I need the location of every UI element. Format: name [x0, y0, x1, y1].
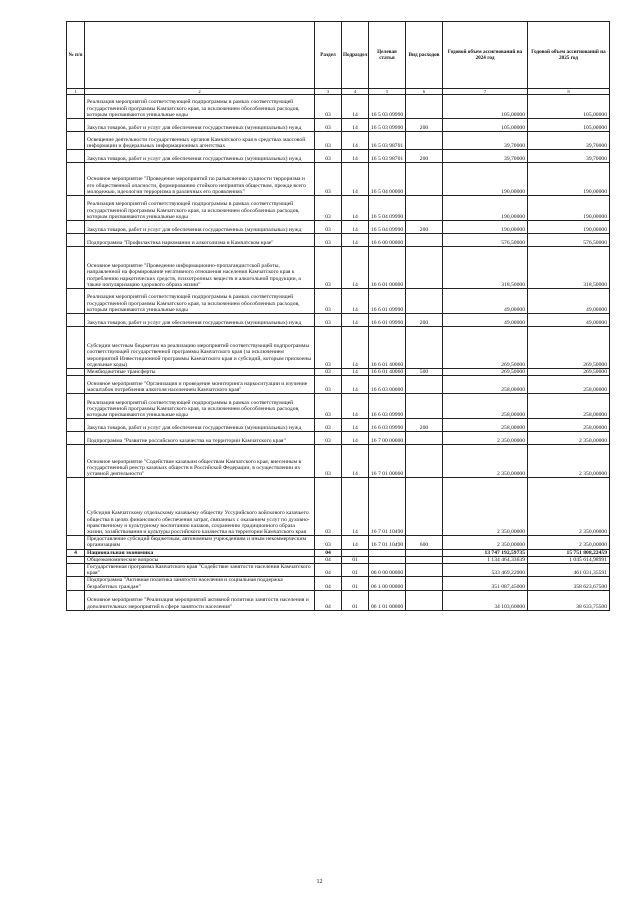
header-section: Раздел	[315, 22, 342, 89]
row-name: Подпрограмма "Профилактика наркомании и алкоголизма в Камчатском крае"	[85, 234, 315, 247]
row-name: Субсидия Камчатскому отдельскому казачьему обществу Уссурийского войскового казачьего общества в целях финансового обеспечения затрат, связанных с оказанием услуг по духовно-нравственному и культурному воспитанию казаков, сохранению традиционного образа жизни, хозяйствования и культуры российского казачества на территории Камчатского края	[85, 478, 315, 536]
row-section: 03	[315, 419, 342, 432]
row-expense-type	[406, 376, 443, 394]
row-amount-2024: 49,00000	[443, 289, 528, 314]
row-section: 03	[315, 445, 342, 478]
row-subsection: 14	[342, 445, 369, 478]
table-row	[67, 150, 610, 163]
row-target-article: 16 7 00 00000	[369, 432, 406, 445]
row-amount-2024: 39,70000	[443, 150, 528, 163]
row-section: 03	[315, 196, 342, 221]
row-amount-2025: 105,00000	[528, 119, 610, 132]
header-2024: Годовой объем ассигнований на 2024 год	[443, 22, 528, 89]
row-amount-2025: 190,00000	[528, 221, 610, 234]
row-amount-2025: 2 350,00000	[528, 478, 610, 536]
row-subsection: 14	[342, 163, 369, 196]
row-subsection: 14	[342, 132, 369, 150]
row-subsection: 14	[342, 221, 369, 234]
row-amount-2025: 190,00000	[528, 196, 610, 221]
row-number	[67, 590, 85, 610]
row-subsection: 14	[342, 432, 369, 445]
row-target-article: 16 6 03 09990	[369, 419, 406, 432]
row-name: Общеэкономические вопросы	[85, 556, 315, 563]
row-subsection	[342, 549, 369, 556]
row-number	[67, 432, 85, 445]
table-row	[67, 419, 610, 432]
header-expense: Вид расходов	[406, 22, 443, 89]
row-amount-2025: 269,50000	[528, 327, 610, 369]
row-subsection: 14	[342, 247, 369, 289]
row-section: 04	[315, 564, 342, 577]
row-subsection: 14	[342, 119, 369, 132]
row-target-article: 16 6 01 09990	[369, 289, 406, 314]
table-body	[67, 22, 610, 611]
table-row	[67, 536, 610, 549]
row-amount-2024: 269,50000	[443, 369, 528, 376]
row-expense-type	[406, 95, 443, 119]
row-amount-2024: 351 087,45000	[443, 577, 528, 590]
page-number: 12	[316, 879, 323, 885]
row-amount-2024: 190,00000	[443, 221, 528, 234]
row-amount-2025: 15 751 808,22459	[528, 549, 610, 556]
table-row	[67, 369, 610, 376]
row-section: 04	[315, 577, 342, 590]
col-index: 8	[528, 89, 610, 95]
row-section: 04	[315, 590, 342, 610]
row-expense-type	[406, 478, 443, 536]
budget-table	[66, 21, 610, 611]
row-expense-type: 200	[406, 314, 443, 327]
row-name: Подпрограмма "Активная политика занятости населения и социальная поддержка безработных граждан"	[85, 577, 315, 590]
row-subsection: 14	[342, 536, 369, 549]
row-expense-type: 200	[406, 150, 443, 163]
row-name: Закупка товаров, работ и услуг для обеспечения государственных (муниципальных) нужд	[85, 119, 315, 132]
row-amount-2024: 318,50000	[443, 247, 528, 289]
row-name: Реализация мероприятий соответствующей подпрограммы в рамках соответствующей государственной программы Камчатского края, за исключением обособленных расходов, которым присваиваются уникальные коды	[85, 394, 315, 419]
row-target-article: 16 5 03 09990	[369, 119, 406, 132]
row-section: 03	[315, 478, 342, 536]
header-row	[67, 22, 610, 89]
row-expense-type	[406, 234, 443, 247]
row-amount-2025: 258,00000	[528, 419, 610, 432]
row-section: 03	[315, 536, 342, 549]
row-target-article: 16 6 01 00000	[369, 247, 406, 289]
row-expense-type	[406, 196, 443, 221]
row-subsection: 14	[342, 196, 369, 221]
row-target-article: 16 6 01 09990	[369, 314, 406, 327]
row-number	[67, 478, 85, 536]
row-name: Основное мероприятие "Проведение информационно-пропагандистской работы, направленной на формирование негативного отношения населения Камчатского края к потреблению наркотических средств, психотропных веществ и алкогольной продукции, а также популяризацию здорового образа жизни"	[85, 247, 315, 289]
row-amount-2024: 533 469,22000	[443, 564, 528, 577]
row-expense-type	[406, 556, 443, 563]
row-amount-2025: 2 350,00000	[528, 536, 610, 549]
row-target-article: 16 6 03 00000	[369, 376, 406, 394]
row-amount-2024: 13 747 192,59735	[443, 549, 528, 556]
table-row	[67, 478, 610, 536]
table-row	[67, 196, 610, 221]
row-section: 03	[315, 95, 342, 119]
row-subsection: 14	[342, 369, 369, 376]
row-amount-2024: 49,00000	[443, 314, 528, 327]
row-name: Межбюджетные трансферты	[85, 369, 315, 376]
table-row	[67, 314, 610, 327]
row-name: Основное мероприятие "Организация и проведение мониторинга наркоситуации и изучение масштабов потребления алкоголя населением Камчатского края"	[85, 376, 315, 394]
row-number	[67, 132, 85, 150]
row-number	[67, 163, 85, 196]
table-row	[67, 394, 610, 419]
row-section: 04	[315, 556, 342, 563]
row-amount-2024: 190,00000	[443, 196, 528, 221]
row-amount-2025: 39,70000	[528, 150, 610, 163]
row-name: Освещение деятельности государственных органов Камчатского края в средствах массовой информации и федеральных информационных агентствах	[85, 132, 315, 150]
row-section: 03	[315, 163, 342, 196]
row-target-article: 16 5 03 98701	[369, 150, 406, 163]
row-target-article: 16 5 04 09990	[369, 221, 406, 234]
row-expense-type: 200	[406, 119, 443, 132]
row-subsection: 01	[342, 590, 369, 610]
row-expense-type	[406, 327, 443, 369]
row-subsection: 14	[342, 314, 369, 327]
row-amount-2024: 258,00000	[443, 376, 528, 394]
row-expense-type: 600	[406, 536, 443, 549]
row-name: Подпрограмма "Развитие российского казачества на территории Камчатского края"	[85, 432, 315, 445]
row-subsection: 01	[342, 577, 369, 590]
header-target: Целевая статья	[369, 22, 406, 89]
row-subsection: 01	[342, 556, 369, 563]
row-number	[67, 150, 85, 163]
table-row	[67, 289, 610, 314]
row-amount-2025: 105,00000	[528, 95, 610, 119]
row-name: Национальная экономика	[85, 549, 315, 556]
row-amount-2024: 2 350,00000	[443, 432, 528, 445]
row-expense-type	[406, 247, 443, 289]
row-amount-2024: 2 350,00000	[443, 445, 528, 478]
row-expense-type	[406, 590, 443, 610]
row-name: Закупка товаров, работ и услуг для обеспечения государственных (муниципальных) нужд	[85, 314, 315, 327]
row-name: Закупка товаров, работ и услуг для обеспечения государственных (муниципальных) нужд	[85, 150, 315, 163]
row-amount-2025: 576,50000	[528, 234, 610, 247]
row-number	[67, 577, 85, 590]
row-target-article: 16 7 01 10490	[369, 536, 406, 549]
row-section: 03	[315, 247, 342, 289]
table-row	[67, 221, 610, 234]
row-expense-type	[406, 445, 443, 478]
row-target-article: 16 6 01 40060	[369, 327, 406, 369]
row-number	[67, 394, 85, 419]
row-section: 04	[315, 549, 342, 556]
row-number: 4	[67, 549, 85, 556]
row-amount-2025: 258,00000	[528, 376, 610, 394]
row-amount-2025: 39,70000	[528, 132, 610, 150]
row-target-article: 16 7 01 00000	[369, 445, 406, 478]
row-amount-2025: 49,00000	[528, 289, 610, 314]
row-section: 03	[315, 132, 342, 150]
row-number	[67, 369, 85, 376]
row-name: Основное мероприятие "Проведение мероприятий по разъяснению сущности терроризма и его общественной опасности, формированию стойкого неприятия обществом, прежде всего молодежью, идеологии терроризма в различных его проявлениях"	[85, 163, 315, 196]
table-row	[67, 376, 610, 394]
row-number	[67, 196, 85, 221]
table-row	[67, 590, 610, 610]
row-number	[67, 556, 85, 563]
table-row	[67, 247, 610, 289]
row-amount-2025: 2 350,00000	[528, 445, 610, 478]
row-amount-2024: 105,00000	[443, 95, 528, 119]
row-number	[67, 221, 85, 234]
col-index: 7	[443, 89, 528, 95]
row-number	[67, 419, 85, 432]
row-number	[67, 327, 85, 369]
row-number	[67, 536, 85, 549]
row-target-article	[369, 556, 406, 563]
col-index: 5	[369, 89, 406, 95]
row-expense-type	[406, 549, 443, 556]
row-target-article: 06 0 00 00000	[369, 564, 406, 577]
row-subsection: 14	[342, 394, 369, 419]
row-amount-2024: 1 134 464,33639	[443, 556, 528, 563]
row-amount-2024: 258,00000	[443, 394, 528, 419]
row-amount-2024: 34 103,60000	[443, 590, 528, 610]
row-subsection: 14	[342, 478, 369, 536]
row-name: Реализация мероприятий соответствующей подпрограммы в рамках соответствующей государственной программы Камчатского края, за исключением обособленных расходов, которым присваиваются уникальные коды	[85, 196, 315, 221]
row-number	[67, 95, 85, 119]
row-target-article: 16 5 04 09990	[369, 196, 406, 221]
row-name: Государственная программа Камчатского края "Содействие занятости населения Камчатского края"	[85, 564, 315, 577]
row-expense-type	[406, 394, 443, 419]
row-section: 03	[315, 327, 342, 369]
row-subsection: 14	[342, 419, 369, 432]
row-subsection: 14	[342, 327, 369, 369]
header-num: № п/п	[67, 22, 85, 89]
row-amount-2024: 258,00000	[443, 419, 528, 432]
row-target-article: 16 5 03 98701	[369, 132, 406, 150]
row-expense-type	[406, 163, 443, 196]
row-target-article: 16 5 03 09990	[369, 95, 406, 119]
row-amount-2024: 105,00000	[443, 119, 528, 132]
row-number	[67, 234, 85, 247]
row-number	[67, 289, 85, 314]
row-amount-2025: 2 350,00000	[528, 432, 610, 445]
row-amount-2025: 38 633,75500	[528, 590, 610, 610]
row-section: 03	[315, 369, 342, 376]
col-index: 3	[315, 89, 342, 95]
row-expense-type: 200	[406, 419, 443, 432]
table-row	[67, 234, 610, 247]
row-amount-2025: 1 045 614,98991	[528, 556, 610, 563]
row-amount-2025: 190,00000	[528, 163, 610, 196]
row-target-article: 16 5 04 00000	[369, 163, 406, 196]
row-target-article: 16 7 01 10490	[369, 478, 406, 536]
row-name: Основное мероприятие "Реализация мероприятий активной политики занятости населения и дополнительных мероприятий в сфере занятости населения"	[85, 590, 315, 610]
header-subsection: Подраздел	[342, 22, 369, 89]
header-2025: Годовой объем ассигнований на 2025 год	[528, 22, 610, 89]
row-subsection: 14	[342, 234, 369, 247]
row-amount-2024: 39,70000	[443, 132, 528, 150]
row-expense-type	[406, 564, 443, 577]
row-target-article: 06 1 01 00000	[369, 590, 406, 610]
row-subsection: 14	[342, 150, 369, 163]
table-row	[67, 549, 610, 556]
row-amount-2024: 269,50000	[443, 327, 528, 369]
header-name	[85, 22, 315, 89]
row-amount-2025: 358 623,67500	[528, 577, 610, 590]
row-number	[67, 445, 85, 478]
table-row	[67, 163, 610, 196]
row-amount-2025: 269,50000	[528, 369, 610, 376]
row-amount-2024: 2 350,00000	[443, 536, 528, 549]
table-row	[67, 556, 610, 563]
row-subsection: 01	[342, 564, 369, 577]
col-index: 6	[406, 89, 443, 95]
row-expense-type: 500	[406, 369, 443, 376]
row-number	[67, 247, 85, 289]
row-target-article	[369, 549, 406, 556]
table-row	[67, 95, 610, 119]
row-amount-2025: 461 031,35591	[528, 564, 610, 577]
row-name: Закупка товаров, работ и услуг для обеспечения государственных (муниципальных) нужд	[85, 419, 315, 432]
row-expense-type	[406, 132, 443, 150]
row-subsection: 14	[342, 289, 369, 314]
row-expense-type	[406, 432, 443, 445]
budget-sheet	[66, 21, 609, 611]
row-section: 03	[315, 289, 342, 314]
col-index: 1	[67, 89, 85, 95]
row-amount-2025: 258,00000	[528, 394, 610, 419]
row-name: Реализация мероприятий соответствующей подпрограммы в рамках соответствующей государственной программы Камчатского края, за исключением обособленных расходов, которым присваиваются уникальные коды	[85, 95, 315, 119]
table-row	[67, 119, 610, 132]
table-row	[67, 577, 610, 590]
row-target-article: 16 6 01 40060	[369, 369, 406, 376]
row-section: 03	[315, 394, 342, 419]
row-amount-2024: 2 350,00000	[443, 478, 528, 536]
table-row	[67, 445, 610, 478]
table-row	[67, 327, 610, 369]
row-section: 03	[315, 376, 342, 394]
row-number	[67, 376, 85, 394]
row-amount-2024: 576,50000	[443, 234, 528, 247]
table-row	[67, 564, 610, 577]
row-section: 03	[315, 234, 342, 247]
row-subsection: 14	[342, 95, 369, 119]
row-target-article: 16 6 00 00000	[369, 234, 406, 247]
row-expense-type: 200	[406, 221, 443, 234]
row-number	[67, 119, 85, 132]
row-name: Закупка товаров, работ и услуг для обеспечения государственных (муниципальных) нужд	[85, 221, 315, 234]
row-section: 03	[315, 119, 342, 132]
table-row	[67, 432, 610, 445]
row-expense-type	[406, 577, 443, 590]
row-name: Субсидии местным бюджетам на реализацию мероприятий соответствующей подпрограммы соответствующей государственной программы Камчатского края (за исключением мероприятий Инвестиционной программы Камчатского края и субсидий, которым присвоены отдельные коды)	[85, 327, 315, 369]
row-expense-type	[406, 289, 443, 314]
row-name: Основное мероприятие "Содействие казачьим обществам Камчатского края, внесенным в государственный реестр казачьих обществ в Российской Федерации, в осуществлении их уставной деятельности"	[85, 445, 315, 478]
row-number	[67, 314, 85, 327]
row-subsection: 14	[342, 376, 369, 394]
row-name: Реализация мероприятий соответствующей подпрограммы в рамках соответствующей государственной программы Камчатского края, за исключением обособленных расходов, которым присваиваются уникальные коды	[85, 289, 315, 314]
row-number	[67, 564, 85, 577]
row-amount-2025: 318,50000	[528, 247, 610, 289]
row-section: 03	[315, 314, 342, 327]
col-index: 2	[85, 89, 315, 95]
row-section: 03	[315, 432, 342, 445]
table-row	[67, 132, 610, 150]
row-amount-2025: 49,00000	[528, 314, 610, 327]
row-section: 03	[315, 150, 342, 163]
row-target-article: 16 6 03 09990	[369, 394, 406, 419]
col-index: 4	[342, 89, 369, 95]
row-section: 03	[315, 221, 342, 234]
row-target-article: 06 1 00 00000	[369, 577, 406, 590]
row-name: Предоставление субсидий бюджетным, автономным учреждениям и иным некоммерческим организациям	[85, 536, 315, 549]
row-amount-2024: 190,00000	[443, 163, 528, 196]
